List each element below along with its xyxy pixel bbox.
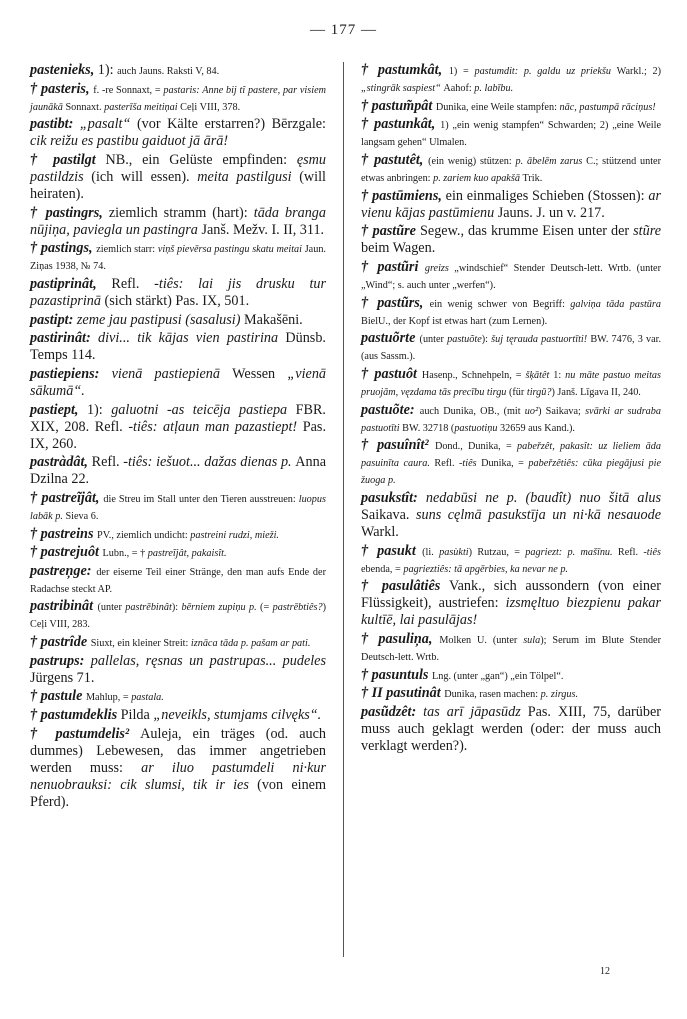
entry-text: Makašēni. <box>244 311 303 328</box>
entry-text: nedabūsi ne p. (baudît) nuo šitā alus <box>425 489 661 506</box>
entry-text: (für <box>508 386 527 398</box>
dictionary-entry <box>361 578 661 629</box>
entry-text: (ein wenig) stützen: <box>428 155 516 167</box>
entry-headword: † pastũre <box>361 223 420 240</box>
entry-text: 1): <box>86 401 112 418</box>
entry-text: tāda branga nūjiņa, paviegla un pastingra <box>30 204 326 238</box>
dictionary-entry <box>30 276 326 310</box>
entry-text: „stingrāk saspiest“ <box>361 83 444 95</box>
entry-text: Anna Dzilna 22. <box>30 454 326 488</box>
entry-text: cik reižu es pastibu gaiduot jā ārā! <box>30 133 229 150</box>
dictionary-entry <box>30 653 326 687</box>
dictionary-entry <box>30 205 326 239</box>
entry-text: pastrēbinât <box>125 602 172 614</box>
column-divider <box>343 62 344 957</box>
entry-text: 1) „ein wenig stampfen“ Schwarden; 2) „eine Weile langsam gehen“ Ulmalen. <box>361 120 661 149</box>
entry-headword: † pasulâtiês <box>361 578 449 595</box>
entry-text: suns cęlmā pasukstīja un ni·kā nesauode <box>415 506 661 523</box>
entry-text: NB., ein Gelüste empfinden: <box>105 151 297 168</box>
entry-text: ein einmaliges Schieben (Stossen): <box>445 187 649 204</box>
entry-headword: † pastrejuôt <box>30 544 103 561</box>
entry-headword: † pastūmiens, <box>361 187 446 204</box>
entry-text: viņš pievērsa pastingu skatu meitai <box>157 244 305 256</box>
entry-text: ) Janš. Līgava II, 240. <box>551 386 641 398</box>
right-column <box>361 62 661 757</box>
entry-text: pasùkti <box>439 546 469 558</box>
entry-headword: † pastum̃pât <box>361 97 436 114</box>
entry-text: BW. 32718 ( <box>402 422 455 434</box>
entry-text: nu māte pastuo meitas pruojām, vęzdama tās precību tirgu <box>361 369 662 398</box>
entry-text: Dünsb. Temps 114. <box>30 330 326 364</box>
dictionary-entry <box>361 490 661 541</box>
entry-text: Jauns. J. un v. 217. <box>497 204 605 221</box>
entry-headword: pastrups: <box>30 652 91 669</box>
entry-text: p. labību. <box>474 83 514 95</box>
entry-text: „windschief“ Stender Deutsch-lett. Wrtb. (unter „Wind“; s. auch unter „werfen“). <box>361 262 661 291</box>
entry-text: ęsmu pastildzis <box>30 151 326 185</box>
entry-text: Wessen <box>232 365 288 382</box>
dictionary-entry <box>361 685 661 702</box>
entry-headword: † pastumdeklis <box>30 707 121 723</box>
entry-text: 32659 aus Kand.). <box>500 422 575 434</box>
entry-text: der eiserne Teil einer Stränge, den man aufs Ende der Radachse steckt AP. <box>30 566 326 595</box>
dictionary-entry <box>30 634 326 651</box>
dictionary-entry <box>361 188 661 222</box>
entry-text: Mahlup, = <box>85 692 132 704</box>
dictionary-entry <box>30 563 326 597</box>
dictionary-entry <box>361 223 661 257</box>
entry-text: PV., ziemlich undicht: <box>97 529 191 541</box>
dictionary-entry <box>30 598 326 632</box>
entry-text: luopus labāk p. <box>30 493 326 522</box>
entry-headword: pastuõrte <box>361 330 420 347</box>
entry-text: tirgū? <box>526 386 552 398</box>
entry-text: Lubn., = † <box>102 548 148 560</box>
entry-headword: † pastũri <box>361 258 425 275</box>
dictionary-entry <box>30 330 326 364</box>
entry-text: Vank., sich aussondern (von einer Flüssigkeit), austriefen: <box>361 578 661 612</box>
entry-text: Refl. <box>91 454 124 471</box>
entry-text: Dond., Dunika, = <box>434 441 517 453</box>
entry-text: Warkl. <box>361 523 399 540</box>
dictionary-entry <box>361 543 661 577</box>
entry-text: meita pastilgusi <box>197 168 300 185</box>
entry-text: izsmęltuo biezpienu pakar kultīē, lai pasulājas! <box>361 595 661 629</box>
entry-text: 1) = <box>448 66 475 77</box>
entry-text: 1): <box>94 62 118 78</box>
dictionary-entry <box>361 437 661 488</box>
entry-headword: † pastreins <box>30 525 98 542</box>
entry-text: pagrieztiês: tā apgērbies, ka nevar ne p. <box>403 563 568 575</box>
dictionary-entry <box>361 62 661 96</box>
entry-text: (unter <box>419 334 448 346</box>
entry-headword: pasũdzêt: <box>361 703 424 720</box>
dictionary-entry <box>361 116 661 150</box>
entry-text: ): <box>171 602 182 614</box>
entry-text: pastreĩjât, pakaisît. <box>147 548 227 560</box>
dictionary-entry <box>361 704 661 755</box>
entry-text: ein wenig schwer von Begriff: <box>429 298 571 310</box>
entry-text: Saikava. <box>361 506 416 523</box>
dictionary-entry <box>361 98 661 115</box>
dictionary-entry <box>30 312 326 329</box>
dictionary-entry <box>30 688 326 705</box>
entry-headword: pastreņge: <box>30 562 97 579</box>
entry-headword: † pasuntuls <box>361 666 432 683</box>
entry-headword: † pastreĩjât, <box>30 489 104 506</box>
entry-text: die Streu im Stall unter den Tieren ausstreuen: <box>103 493 299 505</box>
dictionary-entry <box>30 402 326 453</box>
entry-text: svārki ar sudraba pastuotīti <box>361 405 661 434</box>
entry-text: galviņa tāda pastūra <box>570 298 661 310</box>
entry-text: FBR. XIX, 208. Refl. <box>30 401 326 435</box>
entry-text: ) Saikava; <box>538 405 586 417</box>
entry-text: vienā pastiepienā <box>111 365 233 382</box>
entry-headword: pastuõte: <box>361 401 420 418</box>
entry-headword: † pastutêt, <box>361 151 429 168</box>
entry-text: ): <box>481 334 492 346</box>
entry-text: pallelas, ręsnas un pastrupas... pudeles <box>90 652 326 669</box>
entry-text: Refl. <box>434 458 459 470</box>
entry-headword: † pasukt <box>361 542 423 559</box>
dictionary-entry <box>361 152 661 186</box>
entry-text: ); Serum im Blute Stender Deutsch-lett. Wrtb. <box>361 634 661 663</box>
entry-headword: † pastumkât, <box>361 62 449 78</box>
entry-text: ) Ceļi VIII, 283. <box>30 602 326 631</box>
entry-text: stũre <box>633 223 662 240</box>
entry-text: Warkl.; 2) <box>616 66 661 77</box>
entry-text: pabeřzêt, pakasît: uz lieliem āda pasuinīta caura. <box>361 441 662 470</box>
entry-text: Trik. <box>522 172 543 184</box>
entry-text: -tiês: iešuot... dažas dienas p. <box>123 454 296 471</box>
dictionary-entry <box>30 81 326 115</box>
entry-text: pagriezt: p. mašīnu. <box>525 546 618 558</box>
entry-text: šuj tęrauda pastuortīti! <box>491 334 591 346</box>
entry-headword: † pastũrs, <box>361 294 430 311</box>
dictionary-entry <box>361 667 661 684</box>
entry-text: ebenda, = <box>361 563 404 575</box>
entry-headword: † pastunkât, <box>361 116 441 133</box>
entry-text: Molken U. (unter <box>439 634 524 646</box>
dictionary-entry <box>30 240 326 274</box>
dictionary-entry <box>30 526 326 543</box>
dictionary-entry <box>30 62 326 79</box>
entry-text: BielU., der Kopf ist etwas hart (zum Lernen). <box>361 315 548 327</box>
dictionary-entry <box>30 544 326 561</box>
dictionary-entry <box>30 726 326 811</box>
printer-signature: 12 <box>600 966 610 977</box>
entry-text: Jürgens 71. <box>30 669 95 686</box>
entry-text: Refl. <box>617 546 644 558</box>
dictionary-entry <box>30 366 326 400</box>
entry-headword: † pasteris, <box>30 80 94 97</box>
entry-text: ziemlich starr: <box>96 244 158 256</box>
entry-text: galuotni -as teicēja pastiepa <box>111 401 296 418</box>
entry-text: ar vienu kājas pastūmienu <box>361 187 661 221</box>
entry-text: Dunika, eine Weile stampfen: <box>435 101 560 113</box>
entry-text: (li. <box>422 546 440 558</box>
entry-headword: † pasuînît² <box>361 437 435 454</box>
entry-text: pasterīša meitiņai <box>104 101 181 113</box>
dictionary-entry <box>30 707 326 724</box>
entry-text: (von einem Pferd). <box>30 776 326 810</box>
entry-headword: pastipt: <box>30 311 77 328</box>
dictionary-entry <box>30 454 326 488</box>
entry-headword: † pastingrs, <box>30 204 109 221</box>
entry-headword: pastiept, <box>30 401 87 418</box>
entry-text: Pas. XIII, 75, darüber muss auch geklagt werden (oder: der muss auch verklagt werden?). <box>361 703 661 754</box>
entry-text: (sich stärkt) Pas. IX, 501. <box>104 292 250 309</box>
entry-headword: † pastilgt <box>30 151 106 168</box>
entry-text: Pilda <box>120 707 154 723</box>
entry-text: pastuõte <box>447 334 482 346</box>
entry-text: tas arī jāpasūdz <box>423 703 528 720</box>
left-column <box>30 62 326 812</box>
entry-text: C.; stützend unter etwas anbringen: <box>361 155 661 184</box>
entry-text: „neveikls, stumjams cilvęks“. <box>153 707 322 723</box>
entry-headword: † II pasutinât <box>361 685 445 702</box>
entry-text: Sonnaxt. <box>65 101 105 113</box>
entry-text: f. -re Sonnaxt, = <box>93 84 164 96</box>
entry-text: pastaris: Anne bij tî pastere, par visiem jaunākā <box>30 84 326 113</box>
entry-text: pastrēbtiês? <box>272 602 323 614</box>
entry-text: Siuxt, ein kleiner Streit: <box>90 638 191 650</box>
entry-headword: pasukstît: <box>361 489 426 506</box>
entry-text: iznāca tāda p. pašam ar pati. <box>190 638 311 650</box>
entry-text: Pas. IX, 260. <box>30 418 326 452</box>
entry-text: -tiês: lai jis drusku tur pazastiprinā <box>30 275 326 309</box>
entry-text: ziemlich stramm (hart): <box>108 204 254 221</box>
entry-headword: pastiprinât, <box>30 275 112 292</box>
entry-text: Janš. Mežv. I. II, 311. <box>201 221 325 238</box>
entry-text: pastuotiņu <box>454 422 501 434</box>
entry-text: p. zirgus. <box>540 689 579 701</box>
entry-text: Refl. <box>111 275 155 292</box>
entry-text: zeme jau pastipusi (sasalusi) <box>76 311 245 328</box>
entry-text: p. ābelēm zarus <box>515 155 587 167</box>
entry-text: (vor Kälte erstarren?) Bērzgale: <box>136 116 326 133</box>
entry-text: Segew., das krumme Eisen unter der <box>420 223 634 240</box>
dictionary-entry <box>361 259 661 293</box>
entry-text: sula <box>523 634 541 646</box>
entry-text: Ceļi VIII, 378. <box>180 101 241 113</box>
entry-text: „vienā sākumā“. <box>30 365 327 399</box>
entry-text: auch Jauns. Raksti V, 84. <box>117 66 220 77</box>
dictionary-entry <box>361 366 661 400</box>
dictionary-entry <box>30 152 326 203</box>
dictionary-entry <box>30 116 326 150</box>
entry-text: -tiês: atļaun man pazastiept! <box>128 418 303 435</box>
entry-text: pabeřzêtiês: cūka piegājusi pie žuoga p. <box>361 458 661 487</box>
entry-text: ) Rutzau, = <box>468 546 526 558</box>
entry-text: Auleja, ein träges (od. auch dummes) Lebewesen, das immer angetrieben werden muss: <box>30 725 326 776</box>
entry-text: (ich will essen). <box>91 168 198 185</box>
dictionary-entry <box>361 295 661 329</box>
dictionary-entry <box>30 490 326 524</box>
entry-text: (unter <box>97 602 126 614</box>
dictionary-entry <box>361 402 661 436</box>
entry-text: Dunika, rasen machen: <box>444 689 541 701</box>
entry-text: Dunika, = <box>481 458 529 470</box>
entry-text: -tiês <box>643 546 661 558</box>
entry-text: nāc, pastumpā rāciņus! <box>559 101 656 113</box>
entry-text: 1: <box>549 369 566 381</box>
entry-text: (= <box>260 602 273 614</box>
entry-text: Hasenp., Schnehpeln, = <box>421 369 526 381</box>
entry-text: divi... tik kājas vien pastirina <box>98 330 286 347</box>
entry-text: -tiês <box>459 458 482 470</box>
dictionary-entry <box>361 631 661 665</box>
entry-text: ar iluo pastumdeli ni·kur nenuobrauksi: cik slumsi, tik ir ies <box>30 759 326 793</box>
entry-text: Sieva 6. <box>65 510 99 522</box>
page-number: — 177 — <box>310 22 377 38</box>
entry-text: Jaun. Ziņas 1938, № 74. <box>30 244 326 273</box>
entry-headword: pastenieks, <box>30 62 95 78</box>
entry-headword: † pastings, <box>30 240 97 257</box>
entry-text: BW. 7476, 3 var. (aus Sassm.). <box>361 334 662 363</box>
entry-text: „pasalt“ <box>79 116 137 133</box>
dictionary-entry <box>361 330 661 364</box>
entry-text: beim Wagen. <box>361 240 436 257</box>
entry-text: (will heiraten). <box>30 168 326 202</box>
entry-text: greizs <box>424 262 455 274</box>
entry-headword: pastirinât: <box>30 330 98 347</box>
entry-headword: pastibt: <box>30 116 80 133</box>
entry-text: auch Dunika, OB., (mit <box>419 405 525 417</box>
entry-text: bērniem zupiņu p. <box>181 602 261 614</box>
entry-text: Aahof: <box>443 83 475 95</box>
entry-text: šķātêt <box>525 369 550 381</box>
entry-headword: pastiepiens: <box>30 365 112 382</box>
entry-headword: pastràdât, <box>30 454 92 471</box>
entry-headword: † pastrîde <box>30 634 91 651</box>
entry-headword: † pastumdelis² <box>30 725 141 742</box>
entry-text: uo² <box>524 405 539 417</box>
entry-headword: † pastule <box>30 688 86 705</box>
entry-text: pastala. <box>131 692 164 704</box>
entry-text: pastumdit: p. galdu uz priekšu <box>474 66 617 77</box>
entry-text: Lng. (unter „gan“) „ein Tölpel“. <box>431 670 564 682</box>
entry-text: pastreini rudzi, mieži. <box>190 529 279 541</box>
entry-headword: pastribinât <box>30 598 98 615</box>
entry-headword: † pasuliņa, <box>361 630 440 647</box>
entry-headword: † pastuôt <box>361 365 422 382</box>
entry-text: p. zariem kuo apakšā <box>433 172 523 184</box>
